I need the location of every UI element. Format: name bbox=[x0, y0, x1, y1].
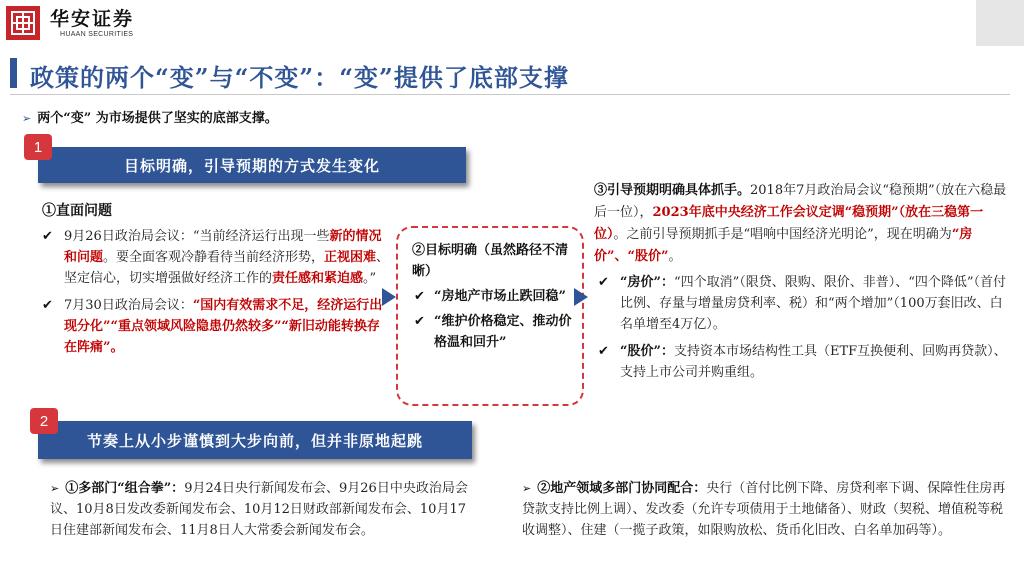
item-text: 央行（首付比例下降、房贷利率下调、保障性住房再贷款支持比例上调）、发改委（允许专项债用于土地储备）、财政（契税、增值税等税收调整）、住建（一揽子政策，如限购放松、货币化旧改、白名单加码等）。 bbox=[522, 481, 1006, 538]
arrow-bullet-icon: ➢ bbox=[522, 482, 532, 495]
intro-text: 两个“变” 为市场提供了坚实的底部支撑。 bbox=[37, 111, 278, 126]
bullet-text: 7月30日政治局会议： bbox=[64, 298, 193, 313]
huaan-logo bbox=[6, 6, 40, 40]
section2-number-badge bbox=[30, 408, 58, 434]
list-item bbox=[594, 341, 1008, 383]
arrow-right-icon bbox=[574, 288, 588, 306]
arrow-bullet-icon: ➢ bbox=[50, 482, 60, 495]
list-item bbox=[412, 286, 578, 307]
title-accent-bar bbox=[10, 58, 17, 88]
list-item bbox=[412, 311, 578, 353]
item-label: ②地产领域多部门协同配合： bbox=[537, 481, 707, 496]
highlight-text: 责任感和紧迫感 bbox=[272, 271, 364, 286]
section1-banner-text: 目标明确，引导预期的方式发生变化 bbox=[123, 156, 380, 175]
highlight-text: 正视困难 bbox=[324, 250, 377, 265]
list-item bbox=[594, 272, 1008, 335]
section2-banner-text: 节奏上从小步谨慎到大步向前，但并非原地起跳 bbox=[86, 431, 423, 450]
page-title: 政策的两个“变”与“不变”：“变”提供了底部支撑 bbox=[30, 63, 569, 92]
goal-box bbox=[396, 226, 584, 406]
list-item bbox=[38, 226, 390, 289]
section1-banner bbox=[38, 147, 466, 183]
multi-dept-item bbox=[50, 478, 468, 541]
expectations-panel bbox=[594, 180, 1008, 389]
list-item bbox=[38, 295, 390, 358]
section1-number: 1 bbox=[33, 138, 43, 156]
brand-name: 华安证券 bbox=[50, 8, 135, 30]
highlight-text: “房价”、“股价” bbox=[594, 227, 973, 264]
goal-heading: ②目标明确（虽然路径不清晰） bbox=[412, 243, 569, 279]
item-text: 支持资本市场结构性工具（ETF互换便利、回购再贷款）、支持上市公司并购重组。 bbox=[620, 344, 1007, 380]
left-heading: ①直面问题 bbox=[42, 203, 112, 219]
panel-text: 2018年7月政治局会议“稳预期”（放在六稳最后一位）， bbox=[594, 183, 1007, 220]
section2-banner bbox=[38, 421, 472, 459]
item-text: “四个取消”（限贷、限购、限价、非普）、“四个降低”（首付比例、存量与增量房贷利率、税）和“两个增加”（100万套旧改、白名单增至4万亿）。 bbox=[620, 275, 1007, 332]
check-icon: ✔ bbox=[414, 289, 425, 304]
bullet-text: 9月26日政治局会议：“当前经济运行出现一些 bbox=[64, 229, 330, 244]
title-divider bbox=[10, 94, 1010, 95]
bullet-text: 。” bbox=[363, 271, 377, 286]
item-label: “房价”： bbox=[620, 275, 674, 290]
expectations-intro bbox=[594, 180, 1008, 268]
panel-text: 。之前引导预期抓手是“唱响中国经济光明论”，现在明确为 bbox=[613, 227, 952, 242]
left-bullet-list bbox=[38, 226, 390, 364]
goal-item-text: “维护价格稳定、推动价格温和回升” bbox=[434, 314, 572, 350]
section2-number: 2 bbox=[39, 412, 49, 430]
highlight-text: “国内有效需求不足，经济运行出现分化”“重点领域风险隐患仍然较多”“新旧动能转换存在阵痛”。 bbox=[64, 298, 383, 355]
highlight-text: 新的情况和问题 bbox=[64, 229, 382, 265]
check-icon: ✔ bbox=[598, 275, 609, 290]
check-icon: ✔ bbox=[42, 298, 53, 313]
arrow-bullet-icon: ➢ bbox=[22, 112, 32, 125]
huaan-logo-icon bbox=[11, 11, 35, 35]
arrow-right-icon bbox=[382, 288, 396, 306]
check-icon: ✔ bbox=[598, 344, 609, 359]
expectations-list bbox=[594, 272, 1008, 383]
panel-text: 。 bbox=[668, 249, 682, 264]
goal-item-text: “房地产市场止跌回稳” bbox=[434, 289, 566, 304]
panel-heading: ③引导预期明确具体抓手。 bbox=[594, 183, 751, 198]
corner-decoration bbox=[976, 0, 1024, 46]
check-icon: ✔ bbox=[42, 229, 53, 244]
intro-line bbox=[22, 107, 278, 126]
bullet-text: 、坚定信心，切实增强做好经济工作的 bbox=[64, 250, 390, 286]
item-text: 9月24日央行新闻发布会、9月26日中央政治局会议、10月8日发改委新闻发布会、10月12日财政部新闻发布会、10月17日住建部新闻发布会、11月8日人大常委会新闻发布会。 bbox=[50, 481, 468, 538]
bullet-text: 。要全面客观冷静看待当前经济形势， bbox=[103, 250, 325, 265]
highlight-text: 2023年底中央经济工作会议定调“稳预期”（放在三稳第一位） bbox=[594, 205, 984, 242]
brand-name-en: HUAAN SECURITIES bbox=[60, 31, 134, 38]
section1-number-badge bbox=[24, 134, 52, 160]
item-label: “股价”： bbox=[620, 344, 674, 359]
property-coordination-item bbox=[522, 478, 1010, 541]
check-icon: ✔ bbox=[414, 314, 425, 329]
item-label: ①多部门“组合拳”： bbox=[65, 481, 185, 496]
